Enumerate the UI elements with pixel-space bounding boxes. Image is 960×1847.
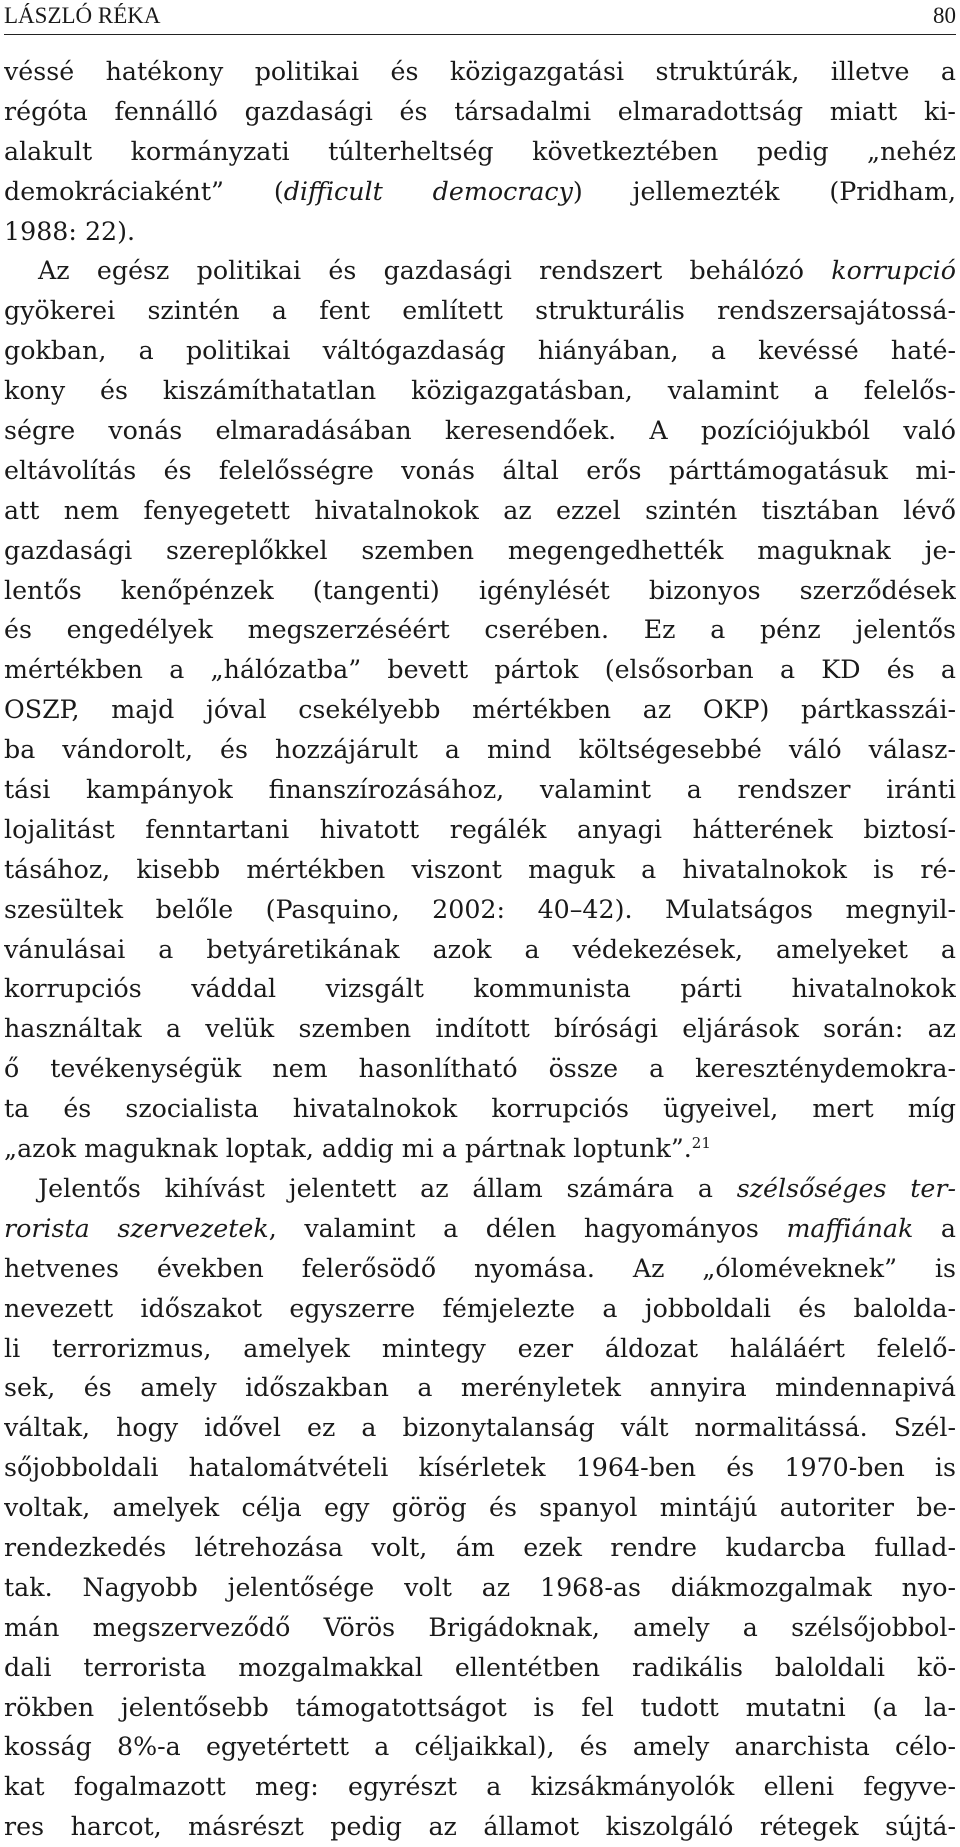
text-line [4, 371, 956, 411]
text-run: sek, és amely időszakban a merényletek annyira mindennapivá [4, 1373, 956, 1403]
text-run: lojalitást fenntartani hivatott regálék anyagi hátterének biztosí- [4, 814, 956, 844]
text-line [4, 1329, 956, 1369]
text-run: tásához, kisebb mértékben viszont maguk a hivatalnokok is ré- [4, 854, 956, 884]
text-line [4, 1528, 956, 1568]
italic-text: rorista szervezetek [4, 1213, 269, 1243]
text-line [4, 969, 956, 1009]
text-line [4, 212, 956, 252]
text-run: régóta fennálló gazdasági és társadalmi elmaradottság miatt ki- [4, 96, 956, 126]
body-text [4, 52, 956, 1847]
text-run: gazdasági szereplőkkel szemben megengedhették maguknak je- [4, 535, 956, 565]
italic-text: szélsőséges ter- [736, 1173, 956, 1203]
text-line [4, 1089, 956, 1129]
text-run: a [913, 1213, 956, 1243]
text-line [4, 1648, 956, 1688]
text-line [4, 291, 956, 331]
text-run: ba vándorolt, és hozzájárult a mind költségesebbé váló válasz- [4, 735, 956, 765]
text-line [4, 1608, 956, 1648]
text-run: 1988: 22). [4, 216, 136, 246]
text-line [4, 1807, 956, 1847]
text-line [4, 610, 956, 650]
text-line [4, 1249, 956, 1289]
text-run: rendezkedés létrehozása volt, ám ezek rendre kudarcba fullad- [4, 1532, 956, 1562]
text-run: att nem fenyegetett hivatalnokok az ezzel szintén tisztában lévő [4, 495, 956, 525]
text-line [4, 770, 956, 810]
text-run: tási kampányok finanszírozásához, valamint a rendszer iránti [4, 775, 956, 805]
text-line [4, 1448, 956, 1488]
text-run: nevezett időszakot egyszerre fémjelezte a jobboldali és balolda- [4, 1293, 956, 1323]
text-line [4, 1209, 956, 1249]
text-run: gokban, a politikai váltógazdaság hiányában, a kevéssé haté- [4, 336, 956, 366]
italic-text: maffiának [786, 1213, 914, 1243]
text-line [4, 890, 956, 930]
text-run: Jelentős kihívást jelentett az állam számára a [38, 1173, 737, 1203]
text-line [4, 850, 956, 890]
text-run: eltávolítás és felelősségre vonás által erős párttámogatásuk mi- [4, 455, 956, 485]
text-line [4, 571, 956, 611]
text-run: használtak a velük szemben indított bírósági eljárások során: az [4, 1014, 956, 1044]
text-run: ségre vonás elmaradásában keresendőek. A pozíciójukból való [4, 416, 956, 446]
text-line [4, 132, 956, 172]
text-line [4, 1488, 956, 1528]
text-line [4, 690, 956, 730]
text-run: és engedélyek megszerzéséért cserében. Ez a pénz jelentős [4, 615, 956, 645]
text-line [4, 1009, 956, 1049]
text-run: , valamint a délen hagyományos [268, 1213, 787, 1243]
text-run: demokráciaként” ( [4, 176, 284, 206]
text-line [4, 1049, 956, 1089]
text-line [4, 531, 956, 571]
text-line [4, 451, 956, 491]
running-header-author: LÁSZLÓ RÉKA [4, 3, 161, 28]
text-run: vánulásai a betyáretikának azok a védekezések, amelyeket a [4, 934, 956, 964]
text-run: hetvenes években felerősödő nyomása. Az „óloméveknek” is [4, 1253, 956, 1283]
text-line [4, 1568, 956, 1608]
text-run: mértékben a „hálózatba” bevett pártok (elsősorban a KD és a [4, 655, 956, 685]
text-line [4, 1169, 956, 1209]
text-line [4, 331, 956, 371]
text-run: OSZP, majd jóval csekélyebb mértékben az OKP) pártkasszái- [4, 695, 956, 725]
text-line [4, 491, 956, 531]
text-line [4, 1767, 956, 1807]
text-run: kony és kiszámíthatatlan közigazgatásban, valamint a felelős- [4, 376, 956, 406]
text-run: véssé hatékony politikai és közigazgatási struktúrák, illetve a [4, 57, 956, 86]
text-run: ő tevékenységük nem hasonlítható össze a kereszténydemokra- [4, 1054, 956, 1084]
document-page [4, 0, 956, 1842]
text-run: szesültek belőle (Pasquino, 2002: 40–42). Mulatságos megnyil- [4, 894, 956, 924]
text-run: váltak, hogy idővel ez a bizonytalanság vált normalitássá. Szél- [4, 1413, 956, 1443]
text-line [4, 1688, 956, 1728]
text-line [4, 730, 956, 770]
text-line [4, 1727, 956, 1767]
page-number: 80 [933, 3, 956, 28]
text-run: korrupciós váddal vizsgált kommunista párti hivatalnokok [4, 974, 956, 1004]
text-run: ) jellemezték (Pridham, [572, 176, 956, 206]
text-run: voltak, amelyek célja egy görög és spanyol mintájú autoriter be- [4, 1493, 956, 1523]
italic-text: difficult democracy [283, 176, 573, 206]
text-run: rökben jelentősebb támogatottságot is fel tudott mutatni (a la- [4, 1692, 956, 1722]
text-line [4, 251, 956, 291]
text-run: kat fogalmazott meg: egyrészt a kizsákmányolók elleni fegyve- [4, 1772, 956, 1802]
text-line [4, 52, 956, 92]
text-line [4, 930, 956, 970]
text-run: gyökerei szintén a fent említett strukturális rendszersajátossá- [4, 296, 956, 326]
text-line [4, 810, 956, 850]
text-line [4, 1129, 956, 1169]
text-line [4, 92, 956, 132]
text-run: res harcot, másrészt pedig az államot kiszolgáló rétegek sújtá- [4, 1812, 956, 1842]
text-run: alakult kormányzati túlterheltség következtében pedig „nehéz [4, 136, 956, 166]
text-line [4, 1368, 956, 1408]
text-line [4, 1408, 956, 1448]
text-run: „azok maguknak loptak, addig mi a pártnak loptunk”. [4, 1134, 692, 1164]
text-run: dali terrorista mozgalmakkal ellentétben radikális baloldali kö- [4, 1652, 956, 1682]
text-run: Az egész politikai és gazdasági rendszert behálózó [38, 256, 832, 286]
text-run: tak. Nagyobb jelentősége volt az 1968-as diákmozgalmak nyo- [4, 1572, 956, 1602]
text-line [4, 1289, 956, 1329]
text-run: kosság 8%-a egyetértett a céljaikkal), és amely anarchista célo- [4, 1732, 956, 1762]
text-line [4, 650, 956, 690]
text-run: li terrorizmus, amelyek mintegy ezer áldozat haláláért felelő- [4, 1333, 956, 1363]
text-run: ta és szocialista hivatalnokok korrupciós ügyeivel, mert míg [4, 1094, 956, 1124]
running-header [4, 0, 956, 35]
footnote-ref: 21 [691, 1134, 711, 1153]
text-run: mán megszerveződő Vörös Brigádoknak, amely a szélsőjobbol- [4, 1612, 956, 1642]
text-line [4, 172, 956, 212]
text-run: lentős kenőpénzek (tangenti) igénylését bizonyos szerződések [4, 575, 956, 605]
italic-text: korrupció [831, 256, 956, 286]
text-line [4, 411, 956, 451]
text-run: sőjobboldali hatalomátvételi kísérletek 1964-ben és 1970-ben is [4, 1453, 956, 1483]
